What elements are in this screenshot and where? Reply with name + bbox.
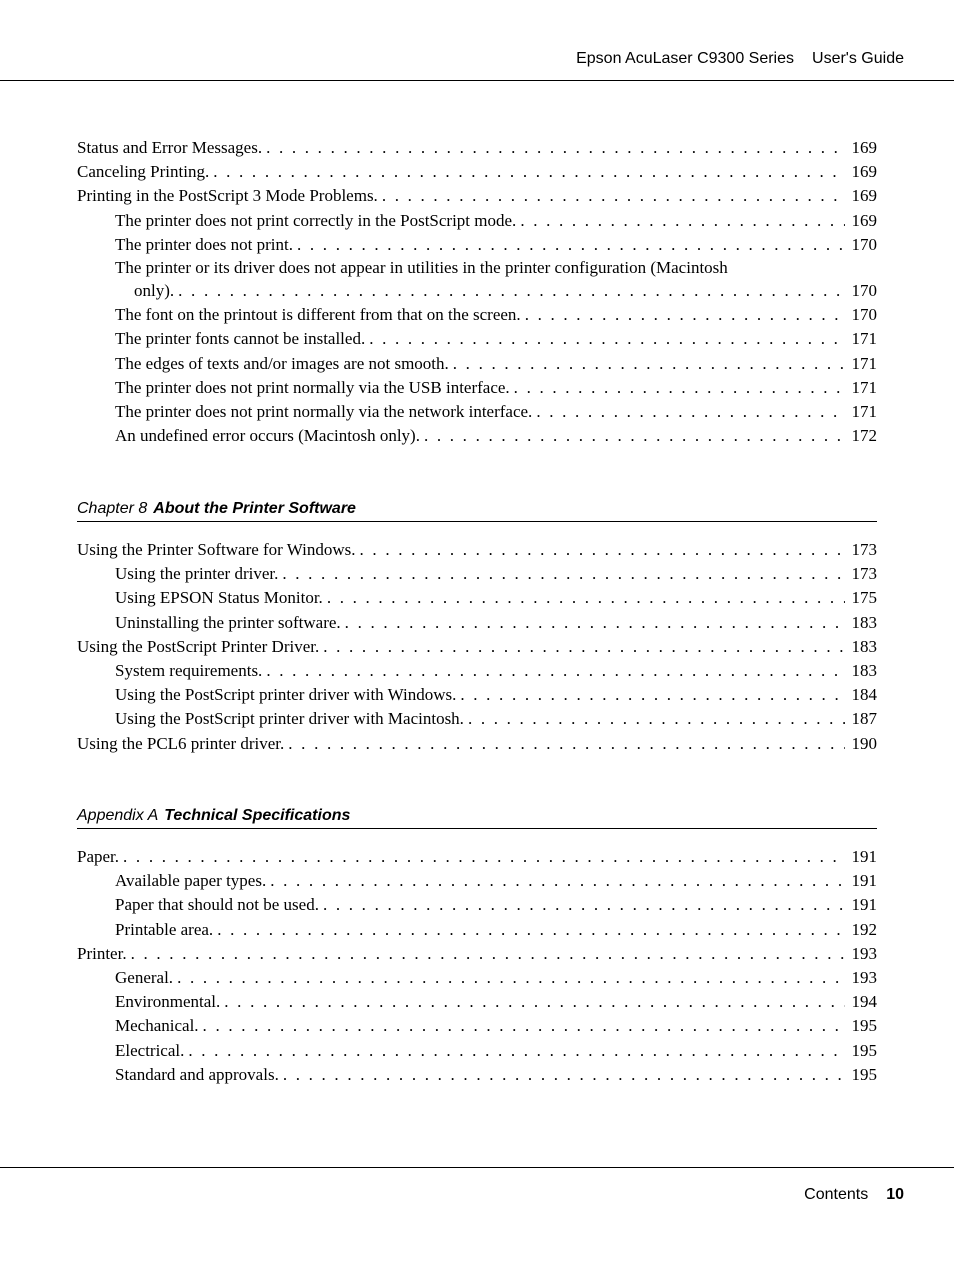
- toc-entry[interactable]: [77, 184, 877, 208]
- toc-subentry[interactable]: [77, 562, 877, 586]
- toc-entry[interactable]: [77, 845, 877, 869]
- toc-entry-page: 170: [851, 305, 877, 325]
- toc-entry-page: 195: [851, 1064, 877, 1084]
- toc-entry-page: 190: [851, 733, 877, 753]
- toc-subentry[interactable]: [77, 233, 877, 257]
- leader-dots: [131, 942, 845, 966]
- toc-entry-title: Using EPSON Status Monitor.: [115, 588, 323, 608]
- leader-dots: [282, 562, 845, 586]
- leader-dots: [345, 611, 845, 635]
- toc-entry-page: 193: [851, 943, 877, 963]
- toc-entry-title: Paper that should not be used.: [115, 895, 319, 915]
- toc-entry[interactable]: [77, 635, 877, 659]
- toc-entry-title: General.: [115, 968, 174, 988]
- leader-dots: [270, 869, 845, 893]
- toc-entry-title: Printable area.: [115, 919, 214, 939]
- footer-section: Contents: [804, 1186, 869, 1203]
- toc-entry[interactable]: [77, 942, 877, 966]
- toc-entry-title: Printing in the PostScript 3 Mode Problems.: [77, 186, 378, 206]
- toc-subentry[interactable]: [77, 352, 877, 376]
- toc-entry-page: 171: [851, 377, 877, 397]
- leader-dots: [266, 136, 845, 160]
- leader-dots: [360, 538, 845, 562]
- toc-section-chapter-8: [77, 497, 877, 756]
- leader-dots: [520, 209, 845, 233]
- toc-entry[interactable]: [77, 136, 877, 160]
- toc-entry-title: Canceling Printing.: [77, 162, 210, 182]
- toc-entry-title: Environmental.: [115, 992, 221, 1012]
- leader-dots: [460, 683, 845, 707]
- toc-entry-title: The printer does not print correctly in the PostScript mode.: [115, 210, 517, 230]
- toc-entry-title: An undefined error occurs (Macintosh only).: [115, 426, 420, 446]
- toc-entry-title: Uninstalling the printer software.: [115, 612, 341, 632]
- toc-entry-page: 184: [851, 685, 877, 705]
- leader-dots: [382, 184, 845, 208]
- toc-subentry[interactable]: [77, 659, 877, 683]
- toc-entry-title: The printer fonts cannot be installed.: [115, 329, 366, 349]
- toc-entry-title: Status and Error Messages.: [77, 138, 263, 157]
- toc-entry-page: 173: [851, 564, 877, 584]
- toc-entry-page: 170: [851, 281, 877, 301]
- toc-entry[interactable]: [77, 538, 877, 562]
- toc-subentry[interactable]: [77, 327, 877, 351]
- toc-entry-title: The edges of texts and/or images are not smooth.: [115, 353, 449, 373]
- toc-entry-title: The printer does not print normally via the network interface.: [115, 402, 533, 422]
- leader-dots: [217, 918, 845, 942]
- toc-entry-title: Using the PostScript printer driver with Macintosh.: [115, 709, 464, 729]
- toc-subentry[interactable]: [77, 376, 877, 400]
- toc-subentry[interactable]: [77, 1063, 877, 1087]
- toc-subentry[interactable]: [77, 586, 877, 610]
- leader-dots: [327, 586, 845, 610]
- chapter-label: Appendix A: [77, 807, 159, 824]
- leader-dots: [514, 376, 845, 400]
- footer-rule: [0, 1167, 954, 1168]
- toc-entry-title: Using the printer driver.: [115, 564, 279, 584]
- toc-entry[interactable]: [77, 732, 877, 756]
- toc-entry-title: System requirements.: [115, 661, 263, 681]
- toc-entry-page: 170: [851, 234, 877, 254]
- toc-entry-title: Printer.: [77, 943, 127, 963]
- toc-subentry[interactable]: [77, 611, 877, 635]
- toc-subentry[interactable]: [77, 424, 877, 448]
- toc-entry-page: 195: [851, 1016, 877, 1036]
- toc-entry-page: 192: [851, 919, 877, 939]
- leader-dots: [525, 303, 845, 327]
- product-name: Epson AcuLaser C9300 Series: [576, 50, 795, 67]
- toc-entry-title: Available paper types.: [115, 871, 267, 891]
- toc-subentry[interactable]: [77, 279, 877, 303]
- chapter-title: Technical Specifications: [164, 807, 351, 824]
- toc-subentry-line1[interactable]: The printer or its driver does not appear in utilities in the printer configuration (Macintosh: [115, 258, 728, 278]
- toc-entry-page: 183: [851, 612, 877, 632]
- toc-entry-page: 172: [851, 426, 877, 446]
- running-footer: [804, 1186, 904, 1204]
- leader-dots: [266, 659, 845, 683]
- toc-entry-page: 191: [851, 895, 877, 915]
- leader-dots: [323, 635, 845, 659]
- toc-entry-page: 191: [851, 871, 877, 891]
- leader-dots: [283, 1063, 845, 1087]
- toc-entry-page: 169: [851, 162, 877, 182]
- running-header: [576, 50, 904, 68]
- toc-entry-title: Using the Printer Software for Windows.: [77, 540, 356, 559]
- toc-entry-title: Mechanical.: [115, 1016, 199, 1036]
- toc-entry-title: Standard and approvals.: [115, 1064, 279, 1084]
- leader-dots: [297, 233, 845, 257]
- toc-subentry[interactable]: [77, 209, 877, 233]
- toc-subentry[interactable]: [77, 683, 877, 707]
- toc-subentry[interactable]: [77, 400, 877, 424]
- toc-entry-page: 195: [851, 1040, 877, 1060]
- leader-dots: [177, 966, 845, 990]
- leader-dots: [203, 1014, 845, 1038]
- toc-section-troubleshooting: [77, 136, 877, 448]
- toc-entry-page: 191: [851, 847, 877, 866]
- page-number: 10: [886, 1186, 904, 1203]
- toc-subentry[interactable]: [77, 1014, 877, 1038]
- toc-entry-page: 175: [851, 588, 877, 608]
- leader-dots: [468, 707, 845, 731]
- chapter-heading[interactable]: [77, 804, 877, 829]
- toc-entry-title: Electrical.: [115, 1040, 185, 1060]
- toc-entry-page: 194: [851, 992, 877, 1012]
- toc-subentry[interactable]: [77, 893, 877, 917]
- toc-entry-title: only).: [134, 281, 175, 301]
- chapter-label: Chapter 8: [77, 500, 148, 517]
- toc-subentry[interactable]: [77, 966, 877, 990]
- toc-entry-page: 193: [851, 968, 877, 988]
- toc-entry-title: Using the PCL6 printer driver.: [77, 733, 285, 753]
- toc-entry-page: 173: [851, 540, 877, 559]
- toc-entry-title: The font on the printout is different from that on the screen.: [115, 305, 521, 325]
- toc-entry-page: 183: [851, 661, 877, 681]
- header-rule: [0, 80, 954, 81]
- toc-section-appendix-a: [77, 804, 877, 1087]
- toc-entry[interactable]: [77, 160, 877, 184]
- toc-subentry[interactable]: [77, 303, 877, 327]
- toc-entry-title: Using the PostScript printer driver with Windows.: [115, 685, 457, 705]
- leader-dots: [424, 424, 845, 448]
- leader-dots: [123, 845, 845, 869]
- toc-entry-page: 169: [851, 210, 877, 230]
- guide-title: User's Guide: [812, 50, 904, 67]
- leader-dots: [453, 352, 845, 376]
- leader-dots: [369, 327, 845, 351]
- leader-dots: [288, 732, 845, 756]
- toc-entry-page: 169: [851, 186, 877, 206]
- toc-subentry[interactable]: [77, 1039, 877, 1063]
- toc-entry-page: 187: [851, 709, 877, 729]
- toc-entry-page: 183: [851, 636, 877, 656]
- chapter-title: About the Printer Software: [153, 500, 356, 517]
- toc-subentry[interactable]: [77, 869, 877, 893]
- leader-dots: [323, 893, 845, 917]
- toc-entry-title: The printer does not print normally via the USB interface.: [115, 377, 510, 397]
- leader-dots: [224, 990, 845, 1014]
- toc-entry-page: 171: [851, 353, 877, 373]
- toc-entry-page: 169: [851, 138, 877, 157]
- leader-dots: [213, 160, 845, 184]
- leader-dots: [536, 400, 845, 424]
- toc-entry-page: 171: [851, 402, 877, 422]
- leader-dots: [188, 1039, 845, 1063]
- toc-subentry[interactable]: [77, 707, 877, 731]
- toc-entry-title: The printer does not print.: [115, 234, 293, 254]
- toc-entry-title: Paper.: [77, 847, 120, 866]
- leader-dots: [178, 279, 845, 303]
- chapter-heading[interactable]: [77, 497, 877, 522]
- toc-subentry[interactable]: [77, 918, 877, 942]
- toc-entry-title: Using the PostScript Printer Driver.: [77, 636, 320, 656]
- toc-entry-page: 171: [851, 329, 877, 349]
- toc-subentry[interactable]: [77, 990, 877, 1014]
